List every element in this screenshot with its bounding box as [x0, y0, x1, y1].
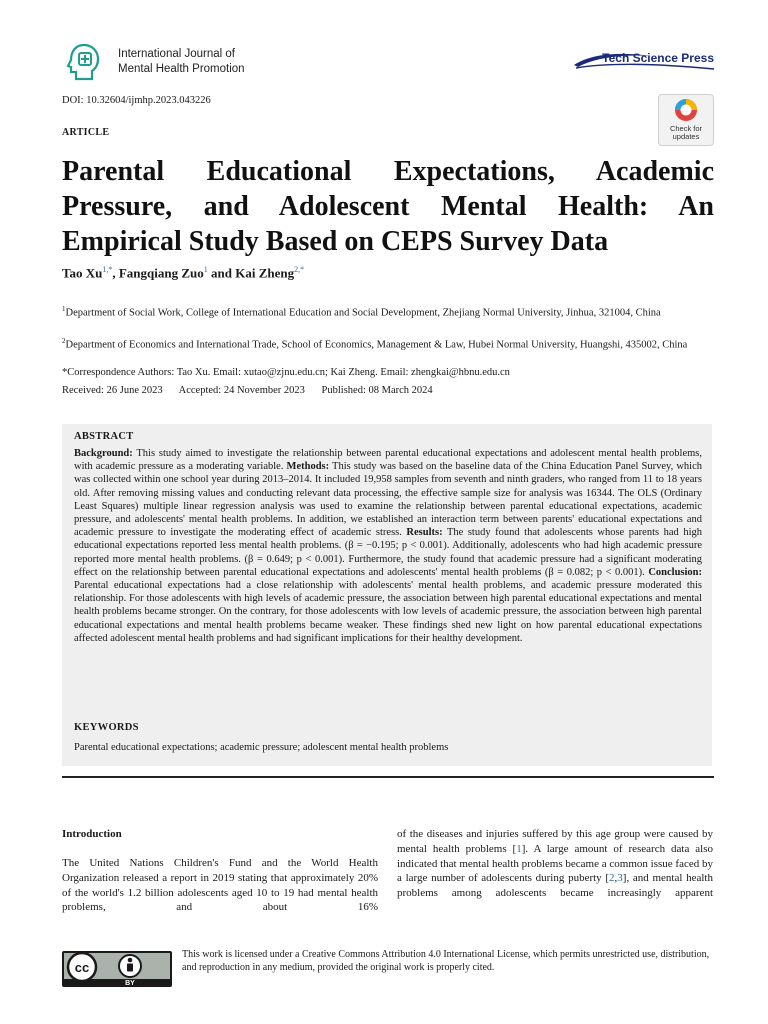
affiliation-2	[62, 335, 714, 352]
abstract-background-text: This study aimed to investigate the relationship between parental educational expectations and adolescent mental health problems, with academic pressure as a moderating variable.	[74, 448, 702, 473]
abstract-conclusion-label: Conclusion:	[648, 566, 702, 578]
intro-text: of the diseases and injuries suffered by this age group were caused by mental health problems [	[397, 828, 713, 855]
publication-dates	[62, 385, 447, 396]
author-list	[62, 265, 304, 281]
author-name[interactable]: Fangqiang Zuo	[118, 265, 204, 281]
journal-name	[118, 47, 245, 77]
publisher-name: Tech Science Press	[602, 51, 714, 65]
check-updates-line2: updates	[672, 132, 700, 141]
citation-link[interactable]: 1	[516, 842, 522, 855]
abstract-methods-text: This study was based on the baseline data of the China Education Panel Survey, which was collected within one school year during 2013–2014. It included 19,958 samples from seventh and ninth graders, who ranged from 11 to 18 years old. After removing missing values and conducting relevant data processing, the effective sample size for analysis was 16344. The OLS (Ordinary Least Squares) multiple linear regression analysis was used to examine the relationship between parental educational expectations, academic pressure, and adolescents' mental health problems. In addition, we established an interaction term between parents' educational expectations and academic pressure to investigate the moderating effect of academic stress.	[74, 461, 702, 539]
license-statement: This work is licensed under a Creative Commons Attribution 4.0 International License, which permits unrestricted use, distribution, and reproduction in any medium, provided the original work is properly cited.	[182, 949, 710, 973]
by-badge-text: BY	[125, 980, 135, 987]
keywords-heading: KEYWORDS	[74, 722, 139, 733]
citation-separator: ,	[614, 872, 618, 885]
keywords-text: Parental educational expectations; academic pressure; adolescent mental health problems	[74, 742, 449, 753]
affiliation-text: Department of Economics and International Trade, School of Economics, Management & Law, Hubei Normal University, Huangshi, 435002, China	[65, 339, 688, 351]
citation-link[interactable]: 3	[617, 872, 623, 885]
published-date: Published: 08 March 2024	[321, 385, 433, 396]
abstract-results-text: The study found that adolescents whose parents had high educational expectations reported less mental health problems. (β = −0.195; p < 0.001). Additionally, adolescents who had high academic pressure reported more mental health problems. (β = 0.649; p < 0.001). Furthermore, the study found that academic pressure had a significant moderating effect on the relationship between parental educational expectations and adolescents' mental health problems (β = 0.082; p < 0.001).	[74, 527, 702, 578]
citation-link[interactable]: 2	[609, 872, 615, 885]
doi-link[interactable]: DOI: 10.32604/ijmhp.2023.043226	[62, 95, 211, 106]
affiliation-text: Department of Social Work, College of International Education and Social Development, Zhejiang Normal University, Jinhua, 321004, China	[65, 307, 661, 319]
accepted-date: Accepted: 24 November 2023	[178, 385, 305, 396]
affiliation-marker: 2	[62, 337, 66, 345]
abstract-methods-label: Methods:	[286, 461, 330, 473]
check-for-updates-button[interactable]	[658, 94, 714, 146]
author-name[interactable]: Kai Zheng	[235, 265, 295, 281]
author-separator: ,	[112, 265, 119, 281]
journal-name-line2: Mental Health Promotion	[118, 63, 245, 75]
author-superscript: 1,*	[102, 265, 113, 274]
author-superscript: 2,*	[294, 265, 305, 274]
intro-right-column	[397, 827, 713, 901]
cc-badge-text: cc	[74, 960, 90, 975]
affiliation-1	[62, 303, 714, 320]
intro-text: ], and mental health problems among adolescents became increasingly apparent	[397, 872, 713, 900]
introduction-heading: Introduction	[62, 828, 122, 840]
received-date: Received: 26 June 2023	[62, 385, 163, 396]
publisher-logo	[572, 50, 716, 72]
cc-by-license-badge[interactable]	[62, 951, 172, 987]
check-updates-line1: Check for	[669, 124, 703, 133]
abstract-background-label: Background:	[74, 448, 133, 459]
paper-title: Parental Educational Expectations, Academic Pressure, and Adolescent Mental Health: An Empirical Study Based on CEPS Survey Data	[62, 156, 714, 257]
author-superscript: 1	[203, 265, 208, 274]
journal-logo-icon	[62, 42, 106, 82]
author-separator: and	[207, 265, 236, 281]
intro-text: ]. A large amount of research data also indicated that mental health problems became a common issue faced by a large number of adolescents during puberty [	[397, 842, 713, 885]
section-divider	[62, 776, 714, 778]
abstract-heading: ABSTRACT	[74, 431, 134, 442]
abstract-conclusion-text: Parental educational expectations had a close relationship with adolescents' mental health problems, and academic pressure moderated this relationship. For those adolescents with high levels of academic pressure, the association between high parental educational expectations and mental health problems became stronger. On the contrary, for those adolescents with low levels of academic pressure, the association between high parental educational expectations and mental health problems became weaker. These findings shed new light on how parental educational expectations affected adolescent mental health problems and had significant implications for their healthy development.	[74, 580, 702, 644]
check-updates-icon	[659, 95, 713, 125]
correspondence-line: *Correspondence Authors: Tao Xu. Email: xutao@zjnu.edu.cn; Kai Zheng. Email: zhengkai@hbnu.edu.cn	[62, 367, 510, 378]
abstract-body	[74, 447, 702, 645]
article-type-label: ARTICLE	[62, 127, 110, 138]
affiliation-marker: 1	[62, 305, 66, 313]
journal-name-line1: International Journal of	[118, 48, 235, 60]
abstract-results-label: Results:	[406, 527, 443, 539]
intro-left-column: The United Nations Children's Fund and the World Health Organization released a report in 2019 stating that approximately 20% of the world's 1.2 billion adolescents aged 10 to 19 had mental health problems, and about 16%	[62, 857, 378, 914]
author-name[interactable]: Tao Xu	[62, 265, 103, 281]
check-updates-label	[659, 125, 713, 141]
